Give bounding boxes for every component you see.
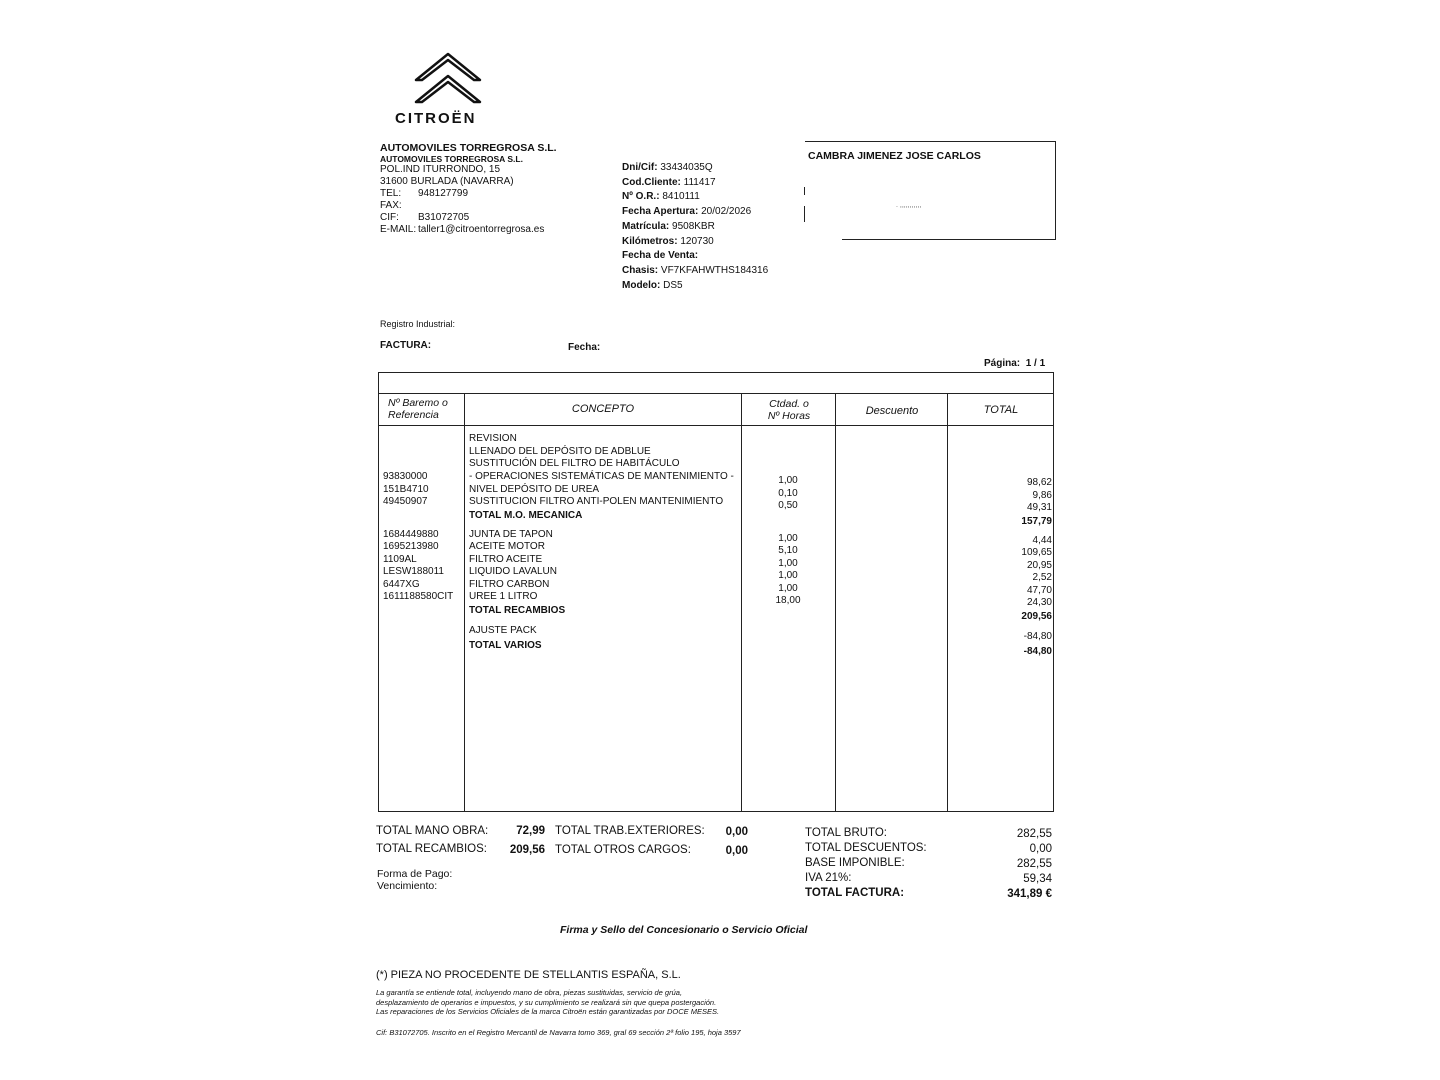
row-concepto: SUSTITUCIÓN DEL FILTRO DE HABITÁCULO	[469, 458, 680, 469]
row-concepto: LLENADO DEL DEPÓSITO DE ADBLUE	[469, 446, 651, 457]
row-quantity: 1,00	[778, 558, 798, 569]
total-trab-exteriores-label: TOTAL TRAB.EXTERIORES:	[555, 825, 705, 837]
client-address-redacted: . ,,,,,,,,,,,	[896, 202, 922, 209]
total-mano-obra-label: TOTAL MANO OBRA:	[376, 825, 489, 837]
row-reference: 151B4710	[383, 484, 429, 495]
field-label: Cod.Cliente:	[622, 176, 681, 188]
row-total: 2,52	[1032, 572, 1052, 583]
row-total: -84,80	[1023, 646, 1052, 657]
header-referencia	[388, 397, 448, 421]
vencimiento-label: Vencimiento:	[377, 880, 438, 892]
page-number	[984, 358, 1045, 369]
total-descuentos-value: 0,00	[1029, 843, 1052, 855]
field-label: Matrícula:	[622, 220, 670, 232]
field-value: 8410111	[662, 191, 700, 203]
row-concepto: LIQUIDO LAVALUN	[469, 566, 557, 577]
row-total: 209,56	[1021, 611, 1052, 622]
column-divider	[835, 394, 836, 811]
row-concepto: JUNTA DE TAPON	[469, 529, 553, 540]
header-qty-line1: Ctdad. o	[769, 398, 809, 410]
field-value: VF7KFAHWTHS184316	[660, 264, 769, 276]
row-total: 47,70	[1026, 585, 1052, 596]
total-otros-cargos-label: TOTAL OTROS CARGOS:	[555, 844, 691, 856]
row-total: 157,79	[1021, 516, 1052, 527]
total-recambios-value: 209,56	[509, 844, 545, 856]
header-descuento: Descuento	[865, 405, 919, 417]
guarantee-line: Las reparaciones de los Servicios Oficiales de la marca Citroën están garantizadas por DOCE MESES.	[376, 1007, 720, 1016]
table-top-divider	[379, 393, 1053, 394]
row-concepto: NIVEL DEPÓSITO DE UREA	[469, 484, 600, 495]
row-total: 98,62	[1026, 477, 1052, 488]
guarantee-line: La garantía se entiende total, incluyendo mano de obra, piezas sustituidas, servicio de grúa,	[376, 988, 683, 997]
row-quantity: 1,00	[778, 570, 798, 581]
brand-wordmark: CITROËN	[395, 110, 477, 127]
forma-de-pago-label: Forma de Pago:	[377, 868, 453, 880]
row-total: 49,31	[1026, 502, 1052, 513]
tel-value: 948127799	[418, 188, 469, 199]
client-box-bottom-border	[842, 239, 1056, 240]
column-divider	[947, 394, 948, 811]
total-recambios-label: TOTAL RECAMBIOS:	[376, 843, 487, 855]
row-total: 24,30	[1026, 597, 1052, 608]
header-ref-line1: Nº Baremo o	[388, 397, 448, 409]
vehicle-row	[622, 279, 768, 294]
vehicle-row	[622, 235, 768, 250]
row-concepto: AJUSTE PACK	[469, 625, 537, 636]
factura-label: FACTURA:	[380, 340, 432, 351]
row-concepto: REVISION	[469, 433, 517, 444]
row-concepto: UREE 1 LITRO	[469, 591, 538, 602]
header-concepto: CONCEPTO	[571, 403, 635, 415]
row-reference: 1695213980	[383, 541, 439, 552]
row-quantity: 18,00	[775, 595, 801, 606]
field-value: 20/02/2026	[701, 206, 752, 218]
row-concepto: TOTAL RECAMBIOS	[469, 605, 566, 616]
field-label: Dni/Cif:	[622, 162, 658, 173]
total-bruto-label: TOTAL BRUTO:	[805, 827, 888, 839]
dealer-address-line2: 31600 BURLADA (NAVARRA)	[380, 176, 514, 187]
dealer-tel	[380, 188, 557, 200]
iva-value: 59,34	[1023, 873, 1052, 885]
base-imponible-value: 282,55	[1016, 858, 1052, 870]
footer-note: (*) PIEZA NO PROCEDENTE DE STELLANTIS ESPAÑA, S.L.	[376, 969, 681, 981]
total-bruto-value: 282,55	[1016, 828, 1052, 840]
row-reference: 6447XG	[383, 579, 420, 590]
total-otros-cargos-value: 0,00	[725, 845, 748, 857]
header-cantidad	[742, 398, 836, 422]
field-value: 9508KBR	[672, 220, 715, 232]
client-name: CAMBRA JIMENEZ JOSE CARLOS	[808, 150, 981, 162]
email-value: taller1@citroentorregrosa.es	[418, 224, 545, 235]
total-trab-exteriores-value: 0,00	[725, 826, 748, 838]
fax-label: FAX:	[380, 200, 402, 211]
client-box-left-mark	[804, 187, 805, 195]
field-label: Nº O.R.:	[622, 191, 660, 203]
row-reference: 1684449880	[383, 529, 439, 540]
cif-value: B31072705	[418, 212, 470, 223]
row-concepto: TOTAL M.O. MECANICA	[469, 510, 583, 521]
vehicle-row	[622, 264, 768, 279]
field-value: 33434035Q	[660, 162, 713, 173]
field-value: DS5	[663, 279, 683, 291]
field-label: Modelo:	[622, 279, 661, 291]
row-quantity: 0,50	[778, 500, 798, 511]
iva-label: IVA 21%:	[805, 872, 852, 884]
total-factura-value: 341,89 €	[1007, 888, 1052, 900]
base-imponible-label: BASE IMPONIBLE:	[805, 857, 905, 869]
field-label: Fecha de Venta:	[622, 250, 699, 262]
row-total: 109,65	[1021, 547, 1052, 558]
dealer-email	[380, 224, 557, 236]
dealer-block	[380, 142, 557, 236]
dealer-name: AUTOMOVILES TORREGROSA S.L.	[380, 142, 557, 154]
guarantee-text	[376, 988, 719, 1017]
pagina-label: Página:	[984, 358, 1021, 369]
total-mano-obra-value: 72,99	[516, 825, 545, 837]
row-quantity: 1,00	[778, 583, 798, 594]
row-reference: 1611188580CIT	[383, 591, 454, 602]
row-total: 4,44	[1032, 535, 1052, 546]
field-label: Chasis:	[622, 264, 659, 276]
cif-label: CIF:	[380, 212, 399, 223]
field-value: 120730	[680, 235, 714, 247]
row-quantity: 1,00	[778, 533, 798, 544]
fecha-label: Fecha:	[568, 342, 601, 353]
row-total: 9,86	[1032, 490, 1052, 501]
dealer-address-line1: POL.IND ITURRONDO, 15	[380, 164, 501, 175]
field-value: 111417	[683, 176, 716, 188]
row-reference: LESW188011	[383, 566, 444, 577]
registro-industrial-label: Registro Industrial:	[380, 319, 456, 329]
row-concepto: TOTAL VARIOS	[469, 640, 542, 651]
email-label: E-MAIL:	[380, 224, 417, 235]
vehicle-row	[622, 190, 768, 205]
field-label: Kilómetros:	[622, 235, 678, 247]
row-reference: 49450907	[383, 496, 428, 507]
signature-caption: Firma y Sello del Concesionario o Servicio Oficial	[560, 924, 808, 936]
header-total: TOTAL	[983, 404, 1019, 416]
row-quantity: 1,00	[778, 475, 798, 486]
row-concepto: SUSTITUCION FILTRO ANTI-POLEN MANTENIMIENTO	[469, 496, 724, 507]
vehicle-row	[622, 249, 768, 264]
row-quantity: 0,10	[778, 488, 798, 499]
row-quantity: 5,10	[778, 545, 798, 556]
total-factura-label: TOTAL FACTURA:	[805, 887, 905, 899]
tel-label: TEL:	[380, 188, 402, 199]
pagina-value: 1 / 1	[1025, 358, 1046, 369]
column-divider	[464, 394, 465, 811]
total-descuentos-label: TOTAL DESCUENTOS:	[805, 842, 927, 854]
field-label: Fecha Apertura:	[622, 206, 699, 218]
citroen-double-chevron-icon	[412, 50, 484, 108]
row-concepto: FILTRO ACEITE	[469, 554, 543, 565]
dealer-cif	[380, 212, 557, 224]
registry-text: Cif: B31072705. Inscrito en el Registro Mercantil de Navarra tomo 369, gral 69 sección 2ª folio 195, hoja 3597	[376, 1028, 741, 1037]
header-qty-line2: Nº Horas	[767, 410, 811, 422]
row-concepto: FILTRO CARBON	[469, 579, 550, 590]
row-reference: 93830000	[383, 471, 428, 482]
guarantee-line: desplazamiento de operarios e impuestos, y su cumplimiento se realizará sin que quepa postergación.	[376, 997, 717, 1007]
row-concepto: - OPERACIONES SISTEMÁTICAS DE MANTENIMIENTO -	[469, 471, 734, 482]
header-ref-line2: Referencia	[388, 409, 439, 421]
vehicle-row	[622, 176, 768, 191]
row-total: -84,80	[1023, 631, 1052, 642]
row-total: 20,95	[1026, 560, 1052, 571]
dealer-fax	[380, 200, 557, 212]
row-reference: 1109AL	[383, 554, 417, 565]
table-header-divider	[379, 425, 1053, 426]
row-concepto: ACEITE MOTOR	[469, 541, 545, 552]
vehicle-row	[622, 205, 768, 220]
vehicle-row	[622, 161, 768, 176]
client-box-left-mark	[804, 206, 805, 222]
vehicle-info	[622, 161, 768, 293]
dealer-name-secondary: AUTOMOVILES TORREGROSA S.L.	[380, 154, 523, 164]
vehicle-row	[622, 220, 768, 235]
